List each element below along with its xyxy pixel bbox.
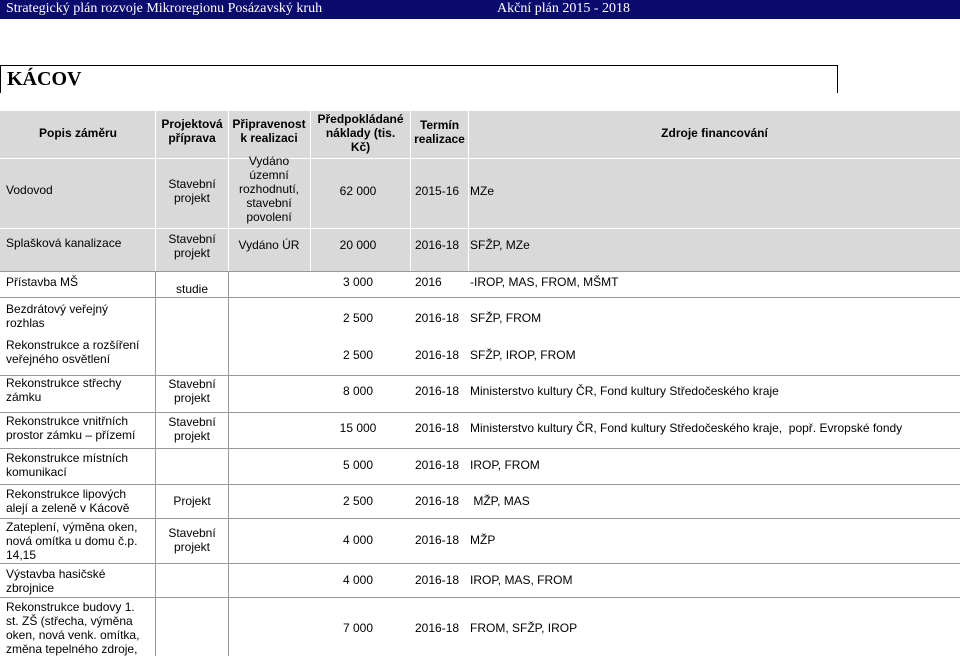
row-sources: -IROP, MAS, FROM, MŠMT [470, 275, 619, 289]
row-divider [0, 518, 960, 519]
row-description: Přístavba MŠ [6, 275, 79, 289]
row-divider [0, 297, 960, 298]
row-cost: 4 000 [342, 573, 374, 587]
row-description: Zateplení, výměna oken, nová omítka u domu č.p. 14,15 [6, 520, 138, 562]
col-header-description: Popis záměru [38, 126, 118, 140]
header-left: Strategický plán rozvoje Mikroregionu Posázavský kruh [6, 1, 323, 16]
header-right: Akční plán 2015 - 2018 [497, 1, 630, 16]
row-divider [0, 484, 960, 485]
row-preparation: Projekt [173, 494, 211, 508]
col-header-preparation: Projektová příprava [161, 117, 223, 145]
row-sources: IROP, FROM [470, 458, 540, 472]
col-header-sources: Zdroje financování [661, 126, 768, 140]
row-sources: SFŽP, FROM [470, 311, 542, 325]
row-term: 2015-16 [415, 184, 460, 198]
row-cost: 7 000 [342, 621, 374, 635]
row-description: Rekonstrukce místních komunikací [6, 451, 129, 479]
row-term: 2016-18 [415, 384, 460, 398]
row-sources: MŽP, MAS [470, 494, 530, 508]
row-cost: 2 500 [342, 494, 374, 508]
row-sources: Ministerstvo kultury ČR, Fond kultury Středočeského kraje, popř. Evropské fondy [470, 421, 903, 435]
row-cost: 5 000 [342, 458, 374, 472]
row-cost: 15 000 [339, 421, 377, 435]
row-term: 2016-18 [415, 494, 460, 508]
row-cost: 3 000 [342, 275, 374, 289]
row-cost: 62 000 [339, 184, 377, 198]
row-cost: 8 000 [342, 384, 374, 398]
row-cost: 2 500 [342, 348, 374, 362]
row-preparation: Stavební projekt [168, 526, 216, 554]
row-description: Rekonstrukce střechy zámku [6, 376, 122, 404]
row-sources: FROM, SFŽP, IROP [470, 621, 578, 635]
row-preparation: Stavební projekt [168, 415, 216, 443]
section-title [0, 65, 838, 93]
row-term: 2016-18 [415, 421, 460, 435]
row-divider [0, 597, 960, 598]
row-preparation: studie [175, 282, 209, 296]
row-term: 2016-18 [415, 311, 460, 325]
row-sources: MZe [470, 184, 494, 198]
row-sources: MŽP [470, 533, 496, 547]
row-sources: IROP, MAS, FROM [470, 573, 573, 587]
row-description: Splašková kanalizace [6, 236, 122, 250]
column-divider [228, 271, 229, 656]
row-cost: 20 000 [339, 238, 377, 252]
column-divider [155, 271, 156, 656]
row-sources: SFŽP, MZe [470, 238, 530, 252]
row-description: Rekonstrukce a rozšíření veřejného osvětlení [6, 338, 140, 366]
row-divider [0, 412, 960, 413]
page-header [0, 0, 960, 19]
col-header-costs: Předpokládané náklady (tis. Kč) [317, 112, 404, 154]
row-divider [0, 448, 960, 449]
row-description: Bezdrátový veřejný rozhlas [6, 302, 109, 330]
row-description: Rekonstrukce vnitřních prostor zámku – přízemí [6, 414, 136, 442]
row-description: Rekonstrukce lipových alejí a zeleně v Kácově [6, 487, 130, 515]
row-sources: Ministerstvo kultury ČR, Fond kultury Středočeského kraje [470, 384, 779, 398]
row-description: Vodovod [6, 183, 53, 197]
row-term: 2016-18 [415, 621, 460, 635]
row-preparation: Stavební projekt [168, 377, 216, 405]
row-divider [0, 375, 960, 376]
row-term: 2016 [415, 275, 442, 289]
row-description: Rekonstrukce budovy 1. st. ZŠ (střecha, výměna oken, nová venk. omítka, změna tepelného zdroje, [6, 600, 140, 656]
section-title-text: KÁCOV [7, 68, 82, 90]
row-term: 2016-18 [415, 533, 460, 547]
row-term: 2016-18 [415, 348, 460, 362]
row-readiness: Vydáno ÚR [238, 238, 300, 252]
row-term: 2016-18 [415, 573, 460, 587]
row-preparation: Stavební projekt [168, 177, 216, 205]
row-sources: SFŽP, IROP, FROM [470, 348, 576, 362]
row-divider [0, 271, 960, 272]
row-description: Výstavba hasičské zbrojnice [6, 567, 106, 595]
row-divider [0, 563, 960, 564]
col-header-term: Termín realizace [414, 118, 465, 146]
col-header-readiness: Připravenost k realizaci [232, 117, 306, 145]
row-cost: 2 500 [342, 311, 374, 325]
row-term: 2016-18 [415, 458, 460, 472]
row-term: 2016-18 [415, 238, 460, 252]
row-cost: 4 000 [342, 533, 374, 547]
row-readiness: Vydáno územní rozhodnutí, stavební povolení [238, 154, 300, 224]
row-preparation: Stavební projekt [168, 232, 216, 260]
